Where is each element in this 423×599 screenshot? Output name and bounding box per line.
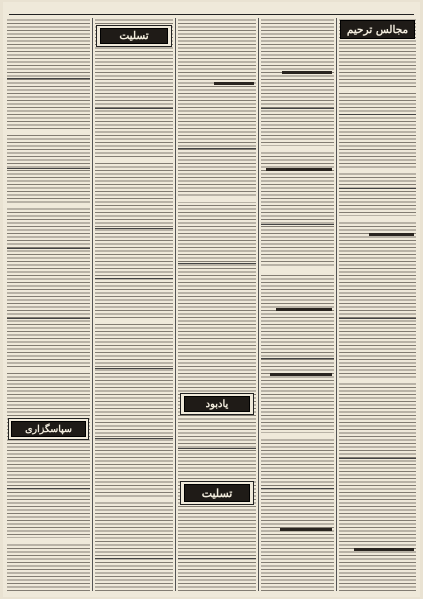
block-gap — [339, 168, 416, 172]
rule — [7, 78, 90, 79]
heading-sepasgozari — [11, 421, 86, 437]
rule — [261, 358, 334, 359]
column-2 — [95, 18, 173, 591]
rule — [7, 248, 90, 249]
rule — [95, 278, 173, 279]
heading-majlis-tarhim-label: مجالس ترحیم — [346, 23, 409, 36]
rule — [261, 224, 334, 225]
column-3 — [178, 18, 256, 591]
block-gap — [339, 378, 416, 382]
block-gap — [7, 538, 90, 542]
heading-yadbood — [184, 396, 250, 412]
block-gap — [339, 216, 416, 221]
column-text — [339, 18, 416, 591]
newspaper-page — [3, 2, 420, 597]
page-header — [9, 5, 414, 15]
rule — [339, 318, 416, 319]
block-gap — [7, 368, 90, 372]
heading-taslit-top — [100, 28, 168, 44]
heading-taslit-bottom — [184, 484, 250, 502]
column-1 — [7, 18, 90, 591]
rule — [95, 108, 173, 109]
rule — [261, 488, 334, 489]
block-gap — [261, 146, 334, 150]
column-4 — [261, 18, 334, 591]
heading-taslit-top-label: تسلیت — [119, 30, 149, 42]
heading-majlis-tarhim — [340, 20, 415, 39]
block-gap — [261, 433, 334, 437]
column-divider — [175, 18, 176, 591]
heading-yadbood-label: یادبود — [205, 398, 229, 410]
subheading-bar — [266, 168, 332, 171]
block-gap — [261, 268, 334, 273]
column-text — [178, 18, 256, 591]
block-gap — [95, 158, 173, 162]
block-gap — [7, 130, 90, 134]
column-text — [261, 18, 334, 591]
rule — [7, 318, 90, 319]
subheading-bar — [270, 373, 332, 376]
block-gap — [95, 318, 173, 322]
column-text — [7, 18, 90, 591]
subheading-bar — [369, 233, 414, 236]
column-divider — [258, 18, 259, 591]
rule — [178, 558, 256, 559]
rule — [261, 108, 334, 109]
rule — [339, 114, 416, 115]
block-gap — [339, 88, 416, 93]
rule — [95, 438, 173, 439]
block-gap — [178, 198, 256, 202]
block-gap — [7, 203, 90, 207]
column-divider — [92, 18, 93, 591]
subheading-bar — [282, 71, 332, 74]
subheading-bar — [280, 528, 332, 531]
subheading-bar — [354, 548, 414, 551]
rule — [339, 458, 416, 459]
rule — [7, 488, 90, 489]
rule — [339, 188, 416, 189]
column-5 — [339, 18, 416, 591]
heading-taslit-bottom-label: تسلیت — [201, 486, 233, 500]
rule — [178, 148, 256, 149]
rule — [95, 368, 173, 369]
heading-sepasgozari-label: سپاسگزاری — [25, 423, 72, 435]
block-gap — [95, 498, 173, 502]
subheading-bar — [214, 82, 254, 85]
rule — [7, 168, 90, 169]
rule — [95, 228, 173, 229]
subheading-bar — [276, 308, 332, 311]
column-text — [95, 18, 173, 591]
rule — [95, 558, 173, 559]
column-divider — [336, 18, 337, 591]
rule — [178, 448, 256, 449]
rule — [178, 263, 256, 264]
